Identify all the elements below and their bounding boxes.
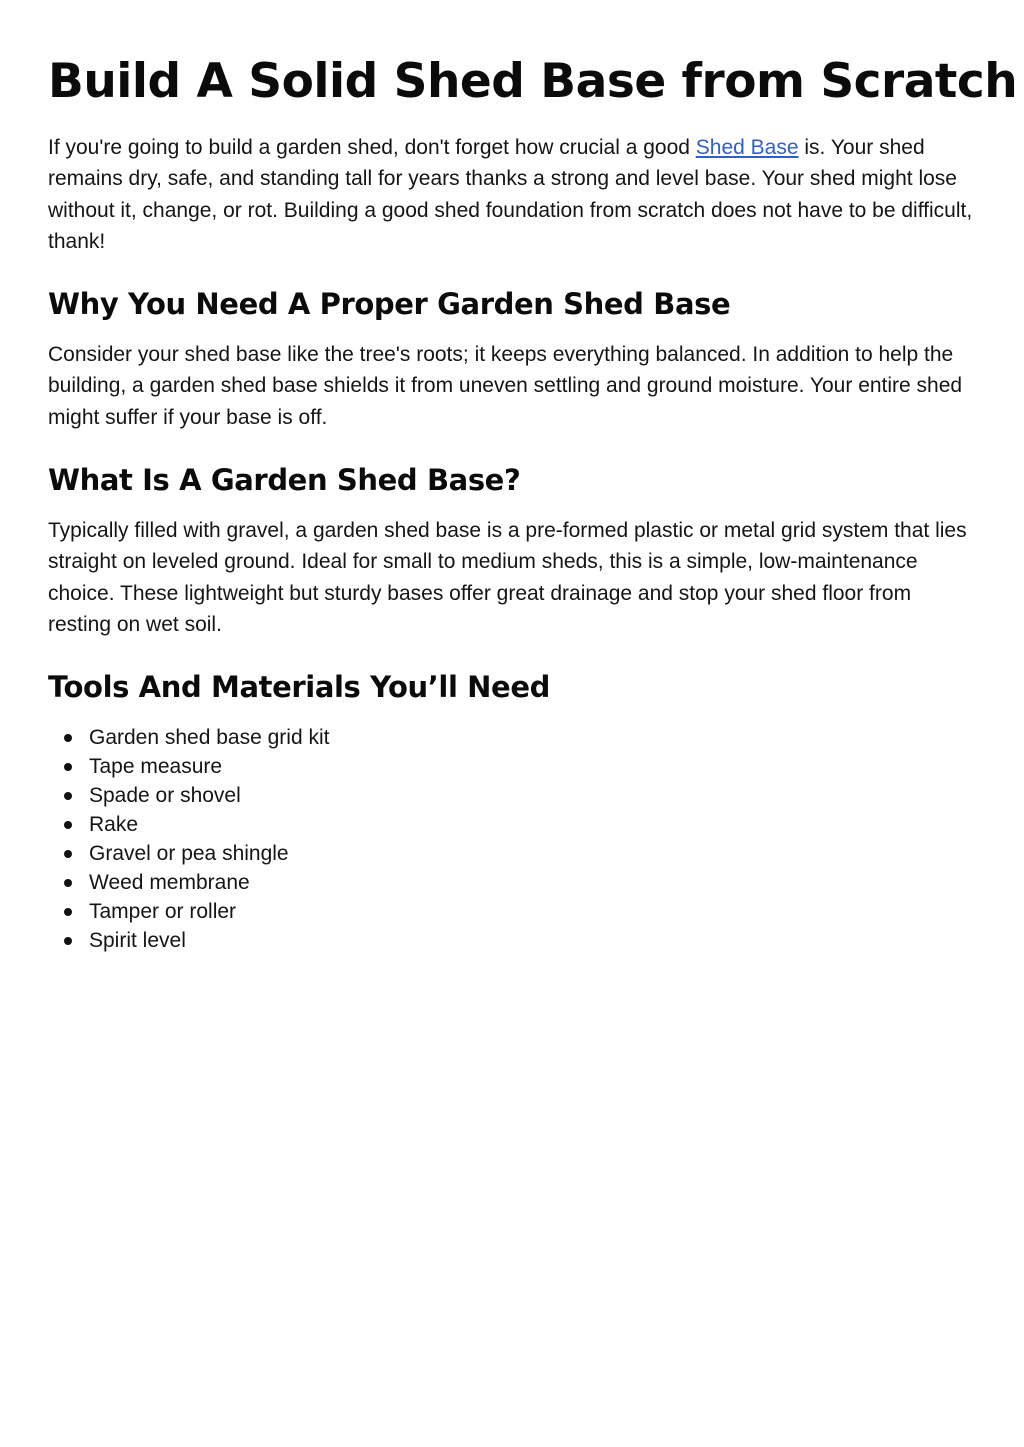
section-body-what-is-base: Typically filled with gravel, a garden shed base is a pre-formed plastic or metal grid system that lies straight on leveled ground. Ideal for small to medium sheds, this is a simple, low-maintenance choice. These lightweight but sturdy bases offer great drainage and stop your shed floor from resting on wet soil.: [48, 519, 967, 636]
list-item: [48, 752, 978, 781]
bullet-icon: [64, 763, 72, 771]
section-body-why-proper-base: Consider your shed base like the tree's roots; it keeps everything balanced. In addition to help the building, a garden shed base shields it from uneven settling and ground moisture. Your entire shed might suffer if your base is off.: [48, 343, 963, 429]
list-item-label: Weed membrane: [89, 871, 250, 895]
bullet-icon: [64, 792, 72, 800]
list-item: [48, 926, 978, 955]
intro-text-after-link: is. Your shed remains dry, safe, and standing tall for years thanks a strong and level base. Your shed might lose without it, change, or rot. Building a good shed foundation from scratch does not have to be difficult, thank!: [48, 136, 973, 253]
bullet-icon: [64, 850, 72, 858]
list-item: [48, 897, 978, 926]
bullet-icon: [64, 937, 72, 945]
list-item-label: Gravel or pea shingle: [89, 842, 289, 866]
list-item: [48, 723, 978, 752]
list-item: [48, 868, 978, 897]
shed-base-link[interactable]: Shed Base: [695, 136, 799, 159]
bullet-icon: [64, 908, 72, 916]
list-item-label: Garden shed base grid kit: [89, 726, 330, 750]
tools-list: [48, 723, 978, 955]
list-item: [48, 781, 978, 810]
list-item-label: Spirit level: [89, 929, 186, 953]
section-heading-what-is-base: What Is A Garden Shed Base?: [48, 463, 521, 498]
page-title: Build A Solid Shed Base from Scratch: [48, 54, 1018, 109]
bullet-icon: [64, 879, 72, 887]
list-item: [48, 839, 978, 868]
list-item-label: Tamper or roller: [89, 900, 237, 924]
list-item-label: Spade or shovel: [89, 784, 241, 808]
list-item: [48, 810, 978, 839]
section-heading-tools-materials: Tools And Materials You’ll Need: [48, 670, 550, 705]
list-item-label: Rake: [89, 813, 139, 837]
intro-text-before-link: If you're going to build a garden shed, don't forget how crucial a good: [48, 136, 696, 159]
bullet-icon: [64, 734, 72, 742]
list-item-label: Tape measure: [89, 755, 223, 779]
bullet-icon: [64, 821, 72, 829]
section-heading-why-proper-base: Why You Need A Proper Garden Shed Base: [48, 287, 731, 322]
intro-paragraph: [48, 132, 978, 257]
